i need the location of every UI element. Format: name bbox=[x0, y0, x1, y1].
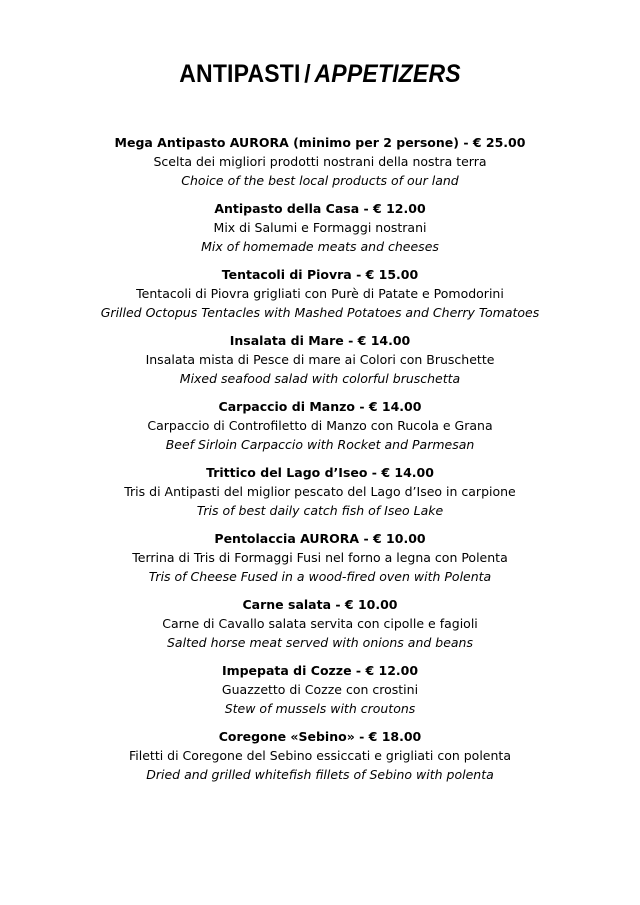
item-name: Insalata di Mare - € 14.00 bbox=[229, 333, 411, 348]
item-name: Tentacoli di Piovra - € 15.00 bbox=[221, 267, 419, 282]
title-separator: / bbox=[304, 60, 311, 88]
item-description-italian: Tentacoli di Piovra grigliati con Purè di Patate e Pomodorini bbox=[136, 286, 504, 301]
menu-item bbox=[0, 266, 640, 332]
item-description-italian: Terrina di Tris di Formaggi Fusi nel forno a legna con Polenta bbox=[132, 550, 508, 565]
menu-item bbox=[0, 530, 640, 596]
item-description-english: Mix of homemade meats and cheeses bbox=[201, 239, 439, 254]
title-english: APPETIZERS bbox=[314, 60, 461, 88]
title-italian: ANTIPASTI bbox=[179, 60, 301, 88]
item-description-italian: Tris di Antipasti del miglior pescato del Lago d’Iseo in carpione bbox=[124, 484, 516, 499]
item-name: Carne salata - € 10.00 bbox=[242, 597, 398, 612]
menu-item bbox=[0, 398, 640, 464]
appetizer-list bbox=[0, 134, 640, 794]
menu-item bbox=[0, 662, 640, 728]
page-title bbox=[26, 60, 615, 89]
menu-item bbox=[0, 134, 640, 200]
item-description-italian: Insalata mista di Pesce di mare ai Colori con Bruschette bbox=[145, 352, 495, 367]
item-description-italian: Filetti di Coregone del Sebino essiccati e grigliati con polenta bbox=[129, 748, 511, 763]
item-description-english: Tris of best daily catch fish of Iseo Lake bbox=[196, 503, 444, 518]
item-description-italian: Carpaccio di Controfiletto di Manzo con Rucola e Grana bbox=[147, 418, 493, 433]
item-description-italian: Scelta dei migliori prodotti nostrani della nostra terra bbox=[153, 154, 487, 169]
item-description-english: Dried and grilled whitefish fillets of Sebino with polenta bbox=[146, 767, 494, 782]
item-name: Impepata di Cozze - € 12.00 bbox=[221, 663, 419, 678]
item-description-english: Stew of mussels with croutons bbox=[224, 701, 416, 716]
item-description-english: Grilled Octopus Tentacles with Mashed Potatoes and Cherry Tomatoes bbox=[100, 305, 540, 320]
item-name: Trittico del Lago d’Iseo - € 14.00 bbox=[206, 465, 434, 480]
item-description-italian: Mix di Salumi e Formaggi nostrani bbox=[213, 220, 427, 235]
item-name: Carpaccio di Manzo - € 14.00 bbox=[218, 399, 422, 414]
menu-item bbox=[0, 728, 640, 794]
item-name: Mega Antipasto AURORA (minimo per 2 persone) - € 25.00 bbox=[114, 135, 526, 150]
item-description-english: Choice of the best local products of our land bbox=[181, 173, 459, 188]
item-name: Coregone «Sebino» - € 18.00 bbox=[218, 729, 422, 744]
item-description-english: Mixed seafood salad with colorful bruschetta bbox=[179, 371, 461, 386]
menu-item bbox=[0, 464, 640, 530]
item-description-english: Salted horse meat served with onions and beans bbox=[167, 635, 473, 650]
item-name: Pentolaccia AURORA - € 10.00 bbox=[214, 531, 426, 546]
menu-item bbox=[0, 200, 640, 266]
item-description-italian: Carne di Cavallo salata servita con cipolle e fagioli bbox=[162, 616, 478, 631]
item-description-italian: Guazzetto di Cozze con crostini bbox=[221, 682, 419, 697]
item-description-english: Tris of Cheese Fused in a wood-fired oven with Polenta bbox=[148, 569, 492, 584]
item-description-english: Beef Sirloin Carpaccio with Rocket and Parmesan bbox=[165, 437, 475, 452]
menu-item bbox=[0, 332, 640, 398]
item-name: Antipasto della Casa - € 12.00 bbox=[214, 201, 426, 216]
menu-item bbox=[0, 596, 640, 662]
